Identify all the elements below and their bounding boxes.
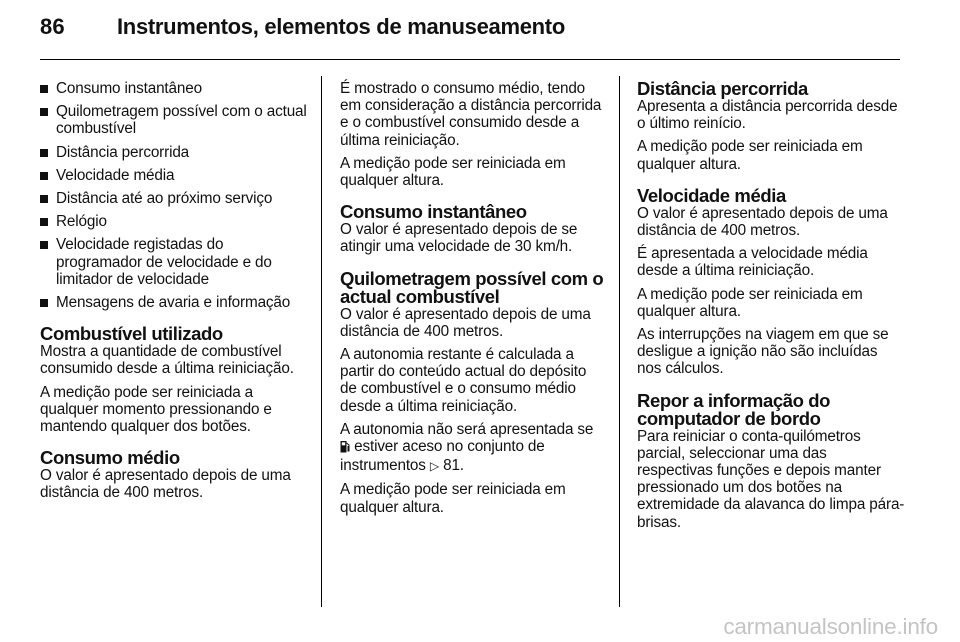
list-item-text: Mensagens de avaria e informação (56, 294, 291, 312)
paragraph: A medição pode ser reiniciada em qualquer altura. (340, 154, 566, 190)
section-heading: Combustível utilizado (40, 323, 223, 345)
page-reference[interactable]: 81. (443, 457, 464, 475)
column-divider-left (321, 76, 322, 607)
page-number: 86 (40, 14, 65, 39)
page-reference-arrow-icon: ▷ (429, 459, 439, 474)
list-item (40, 80, 310, 97)
column-1 (40, 80, 310, 508)
section-combustivel-utilizado (40, 325, 310, 435)
bullet-square-icon (40, 85, 48, 93)
section-heading: Velocidade média (637, 184, 786, 206)
column-3 (637, 80, 905, 537)
display-functions-list (40, 80, 310, 311)
bullet-square-icon (40, 299, 48, 307)
list-item-text: Consumo instantâneo (56, 80, 202, 97)
column-divider-right (619, 76, 620, 607)
section-consumo-instantaneo (340, 203, 605, 255)
bullet-square-icon (40, 108, 48, 116)
list-item (40, 236, 310, 288)
list-item-text: Distância até ao próximo serviço (56, 190, 273, 208)
page-title: Instrumentos, elementos de manuseamento (117, 14, 565, 39)
watermark: carmanualsonline.info (723, 614, 938, 639)
list-item-text: Velocidade registadas do programador de velocidade e do limitador de velocidade (56, 236, 272, 288)
paragraph: O valor é apresentado depois de se atingir uma velocidade de 30 km/h. (340, 221, 578, 256)
list-item (40, 190, 310, 207)
section-heading: Consumo instantâneo (340, 201, 527, 223)
list-item (40, 213, 310, 230)
paragraph: Para reiniciar o conta-quilómetros parcial, seleccionar uma das respectivas funções e depois manter pressionado um dos botões na extremidade da alavanca do limpa pára-brisas. (637, 427, 905, 531)
list-item (40, 294, 310, 311)
header-rule (40, 59, 900, 60)
paragraph (340, 421, 605, 476)
paragraph-text: estiver aceso no conjunto de instrumentos (340, 438, 545, 475)
paragraph: A medição pode ser reiniciada a qualquer momento pressionando e mantendo qualquer dos botões. (40, 383, 272, 436)
list-item-text: Distância percorrida (56, 143, 190, 161)
section-heading: Repor a informação do computador de bordo (637, 389, 831, 429)
list-item (40, 103, 310, 137)
paragraph: O valor é apresentado depois de uma distância de 400 metros. (40, 467, 291, 502)
paragraph: O valor é apresentado depois de uma distância de 400 metros. (637, 204, 888, 240)
section-heading: Quilometragem possível com o actual combustível (340, 267, 604, 307)
list-item-text: Quilometragem possível com o actual combustível (56, 103, 307, 138)
paragraph: A medição pode ser reiniciada em qualquer altura. (637, 285, 863, 320)
section-repor-informacao (637, 389, 905, 531)
list-item-text: Relógio (56, 213, 107, 231)
section-consumo-medio (40, 449, 310, 501)
list-item-text: Velocidade média (56, 166, 175, 184)
bullet-square-icon (40, 172, 48, 180)
section-heading: Distância percorrida (637, 78, 808, 99)
list-item (40, 167, 310, 184)
paragraph: A medição pode ser reiniciada em qualquer altura. (637, 138, 863, 173)
paragraph: As interrupções na viagem em que se desligue a ignição não são incluídas nos cálculos. (637, 326, 889, 378)
paragraph: A autonomia restante é calculada a partir do conteúdo actual do depósito de combustível e o consumo médio desde a última reiniciação. (340, 346, 587, 415)
paragraph-text: A autonomia não será apresentada se (340, 420, 594, 438)
fuel-warning-icon (340, 440, 350, 457)
column-2 (340, 80, 605, 522)
paragraph: A medição pode ser reiniciada em qualquer altura. (340, 481, 566, 516)
section-distancia-percorrida (637, 80, 905, 173)
list-item (40, 144, 310, 161)
paragraph: Mostra a quantidade de combustível consumido desde a última reiniciação. (40, 343, 294, 378)
paragraph: Apresenta a distância percorrida desde o último reinício. (637, 98, 898, 133)
section-heading: Consumo médio (40, 447, 180, 469)
bullet-square-icon (40, 195, 48, 203)
section-velocidade-media (637, 184, 905, 378)
paragraph: O valor é apresentado depois de uma distância de 400 metros. (340, 305, 591, 340)
paragraph: É apresentada a velocidade média desde a última reiniciação. (637, 245, 868, 280)
section-quilometragem-possivel (340, 267, 605, 516)
bullet-square-icon (40, 241, 48, 249)
bullet-square-icon (40, 218, 48, 226)
paragraph: É mostrado o consumo médio, tendo em consideração a distância percorrida e o combustível consumido desde a última reiniciação. (340, 80, 602, 149)
bullet-square-icon (40, 149, 48, 157)
